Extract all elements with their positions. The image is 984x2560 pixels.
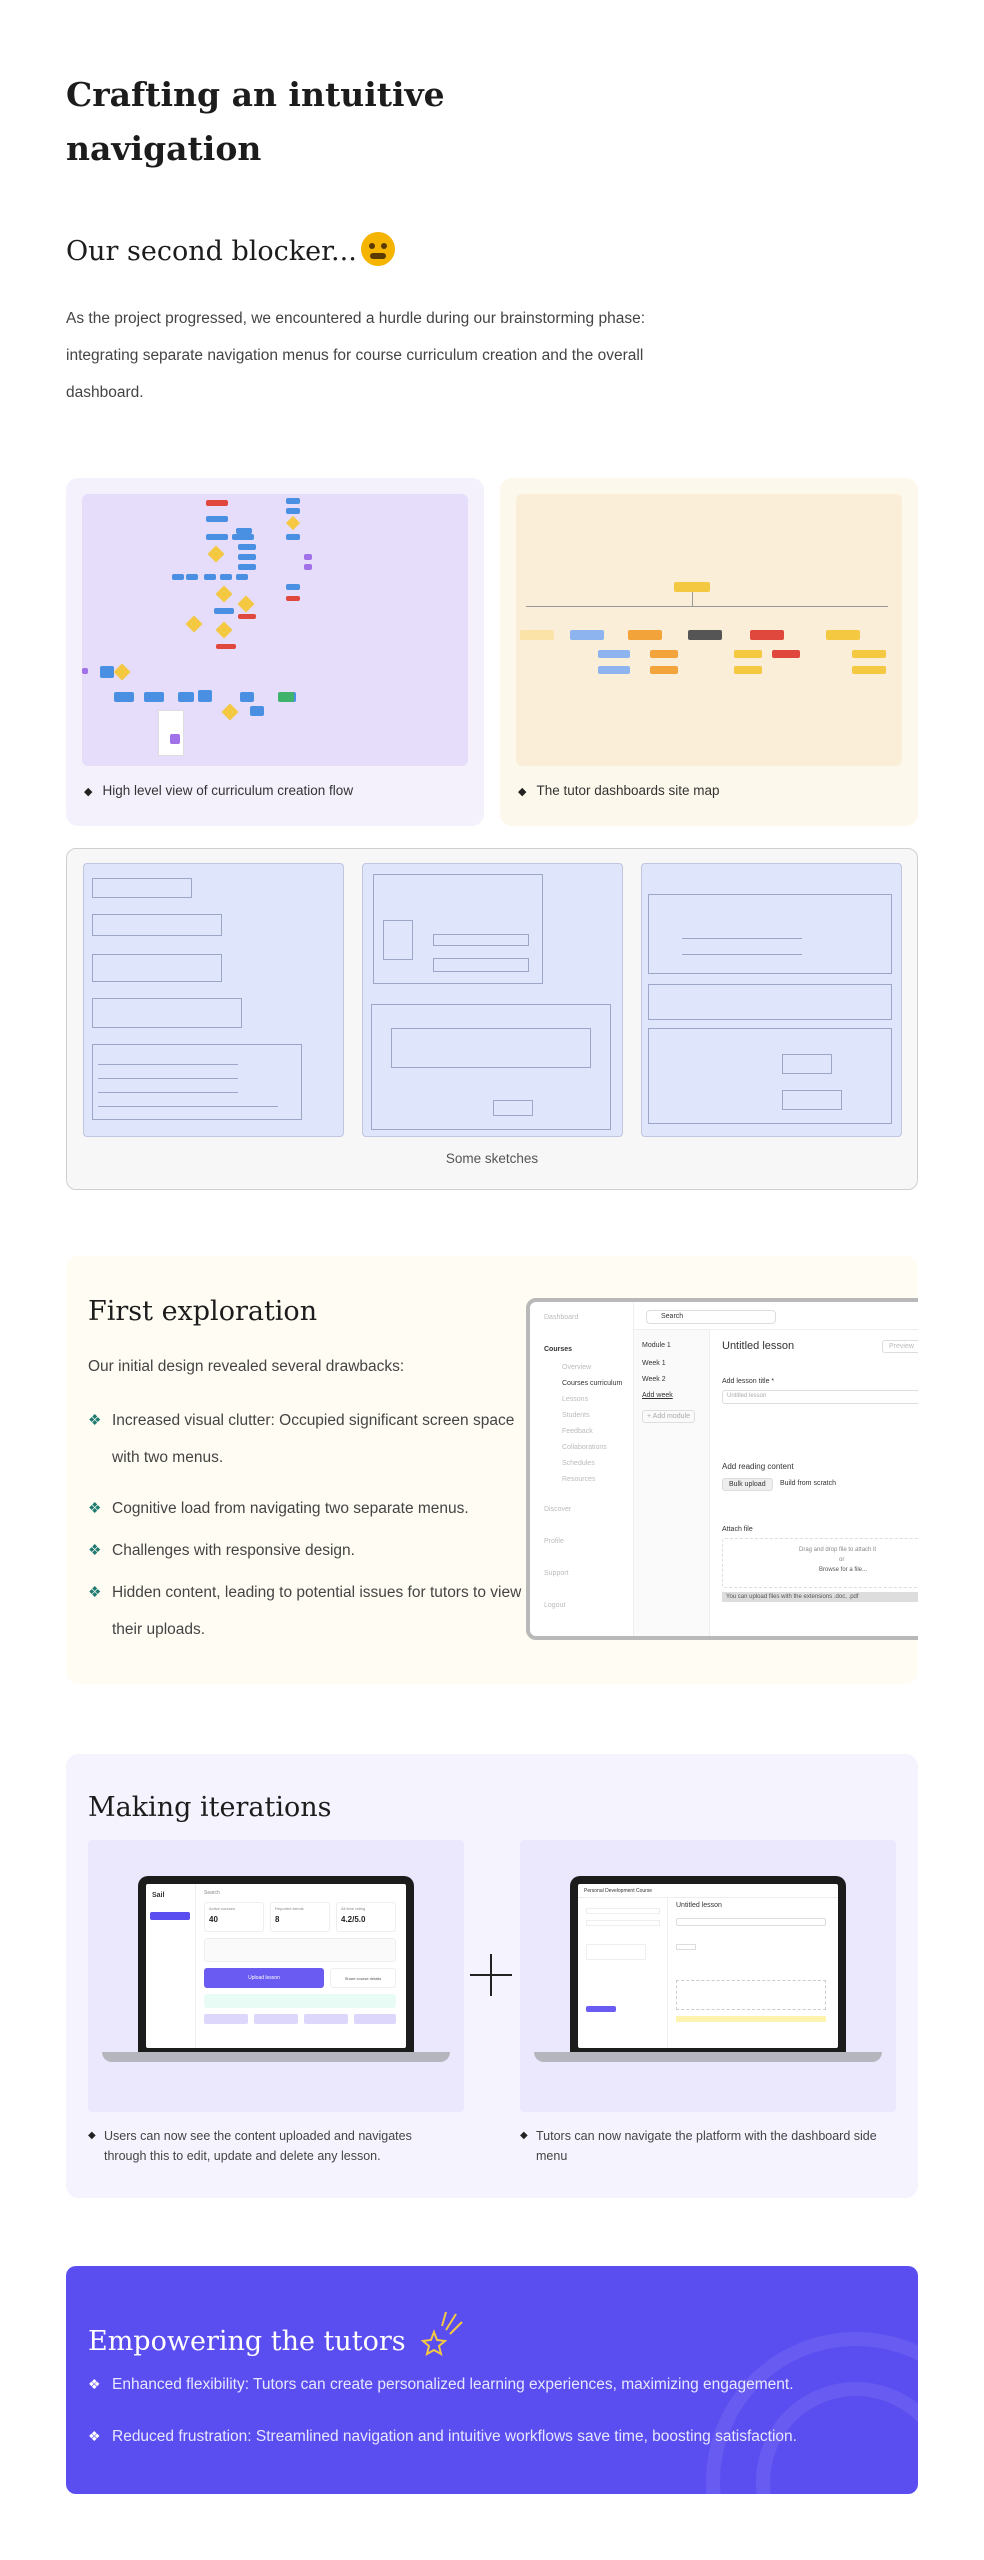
flow-node [240,692,254,702]
mockup-week-item[interactable]: Week 2 [642,1376,666,1383]
mockup-sidebar-item[interactable]: Students [562,1412,590,1419]
laptop-base [534,2052,882,2062]
sitemap-node [650,666,678,674]
mockup-module-title[interactable]: Module 1 [642,1342,671,1349]
diamond-bullet-icon: ❖ [88,1500,102,1517]
lesson-title: Untitled lesson [676,1902,722,1909]
mockup-build-scratch-tab[interactable]: Build from scratch [780,1480,837,1487]
sitemap-root-node [674,582,710,592]
flow-node [82,668,88,674]
empower-benefit-item: ❖ Reduced frustration: Streamlined navigation and intuitive workflows save time, boosting satisfaction. [88,2428,797,2445]
flow-node [236,574,248,580]
flow-node [232,534,254,540]
mockup-preview-button[interactable]: Preview [882,1340,918,1353]
page-title: Crafting an intuitive navigation [66,75,445,168]
blocker-title [66,232,395,267]
mockup-lesson-title: Untitled lesson [722,1340,795,1352]
mockup-sidebar-item[interactable]: Feedback [562,1428,593,1435]
mockup-attach-label: Attach file [722,1526,753,1533]
sitemap-caption: ◆ The tutor dashboards site map [518,783,720,798]
flow-node [304,564,312,570]
mockup-bulk-upload-tab[interactable]: Bulk upload [722,1478,773,1491]
first-exploration-mockup [526,1298,918,1640]
empowering-title: Empowering the tutors [88,2310,464,2357]
flow-node [178,692,194,702]
mockup-add-module-button[interactable]: + Add module [642,1410,695,1423]
upload-lesson-button[interactable]: Upload lesson [204,1968,324,1988]
flow-node [100,666,114,678]
iteration-right-panel [520,1840,896,2112]
drawback-item: ❖ Increased visual clutter: Occupied significant screen space with two menus. [88,1402,528,1476]
curriculum-flow-caption: ◆ High level view of curriculum creation flow [84,783,353,798]
curriculum-flow-card [66,478,484,826]
flow-node [170,734,180,744]
mockup-module-panel [634,1330,710,1636]
sitemap-node [598,666,630,674]
diamond-bullet-icon: ❖ [88,1542,102,1559]
flow-node [238,564,256,570]
mockup-sidebar-item[interactable]: Overview [562,1364,592,1371]
share-course-button[interactable]: Share course details [330,1968,396,1988]
iteration-right-caption: ◆ Tutors can now navigate the platform with the dashboard side menu [520,2126,880,2166]
dashboard-search[interactable]: Search [204,1890,220,1896]
curriculum-flow-diagram [82,494,468,766]
flow-decision [208,546,225,563]
laptop-mockup [138,1876,414,2052]
flow-node [144,692,164,702]
iteration-left-caption: ◆ Users can now see the content uploaded and navigates through this to edit, update and delete any lesson. [88,2126,448,2166]
flow-node [286,534,300,540]
drawback-item: ❖ Challenges with responsive design. [88,1532,528,1569]
sketch-image-3 [641,863,902,1137]
flow-decision [222,704,239,721]
mockup-upload-note: You can upload files with the extensions .doc, .pdf [722,1592,918,1602]
mockup-sidebar-item[interactable]: Resources [562,1476,596,1483]
mockup-week-item[interactable]: Week 1 [642,1360,666,1367]
flow-node [206,516,228,522]
sitemap-node [826,630,860,640]
flow-node [206,534,228,540]
sitemap-card [500,478,918,826]
flow-node [238,544,256,550]
mockup-reading-title: Add reading content [722,1462,794,1471]
mockup-sidebar-item[interactable]: Schedules [562,1460,595,1467]
mockup-lesson-input[interactable]: Untitled lesson [722,1390,918,1404]
sketch-image-1 [83,863,344,1137]
sketches-caption: Some sketches [445,1151,539,1166]
course-name: Personal Development Course [584,1888,653,1894]
flow-node [198,690,212,702]
sitemap-node [688,630,722,640]
mockup-sidebar-item[interactable]: Dashboard [544,1314,579,1321]
sitemap-node [650,650,678,658]
mockup-sidebar [530,1302,634,1636]
blocker-title-text: Our second blocker... [66,236,357,267]
sparkle-star-icon [418,2310,464,2356]
mockup-search-input[interactable]: Search [646,1310,776,1324]
flow-decision [286,516,300,530]
flow-decision [114,664,131,681]
flow-node [214,608,234,614]
mockup-lesson-label: Add lesson title * [722,1378,775,1385]
mockup-lesson-editor [710,1330,918,1636]
diamond-bullet-icon: ❖ [88,2376,101,2392]
mockup-sidebar-item[interactable]: Courses curriculum [562,1380,623,1387]
flow-node [216,644,236,649]
flow-node [238,614,256,619]
sitemap-node [772,650,800,658]
sitemap-node [734,666,762,674]
first-exploration-intro: Our initial design revealed several drawbacks: [88,1358,405,1375]
mockup-sidebar-item[interactable]: Lessons [562,1396,589,1403]
empowering-section [66,2266,918,2494]
sitemap-connector [692,592,693,606]
diamond-bullet-icon: ❖ [88,2428,101,2444]
mockup-add-week-link[interactable]: Add week [642,1392,673,1399]
mockup-sidebar-item[interactable]: Logout [544,1602,566,1609]
lesson-editor-screen [578,1884,838,2048]
flow-node [250,706,264,716]
dashboard-brand: Sail [152,1892,165,1899]
first-exploration-title: First exploration [88,1296,318,1327]
mockup-sidebar-item[interactable]: Support [544,1570,569,1577]
drawback-item: ❖ Hidden content, leading to potential issues for tutors to view their uploads. [88,1574,528,1648]
flow-decision [238,596,255,613]
diamond-bullet-icon: ❖ [88,1584,102,1601]
flow-decision [186,616,203,633]
sitemap-node [852,666,886,674]
sitemap-connector [526,606,888,607]
diamond-bullet-icon: ❖ [88,1412,102,1429]
sitemap-node [628,630,662,640]
mockup-sidebar-item[interactable]: Profile [544,1538,564,1545]
flow-node [172,574,184,580]
flow-node [286,596,300,601]
flow-node [204,574,216,580]
flow-node [304,554,312,560]
blocker-body: As the project progressed, we encountered a hurdle during our brainstorming phase: integrating separate navigation menus for course curriculum creation and the overall dashboard. [66,310,646,401]
sitemap-node [570,630,604,640]
flow-node [186,574,198,580]
sitemap-node [598,650,630,658]
flow-node [286,508,300,514]
face-with-hand-over-mouth-emoji-icon [361,232,395,266]
mockup-topbar [634,1302,918,1330]
sitemap-node [852,650,886,658]
flow-node [114,692,134,702]
dashboard-screen: Sail Search Active courses 40 Reported trends 8 All time rating 4.2/5.0 Upload lesson Share course details [146,1884,406,2048]
flow-note [158,710,184,756]
sitemap-node [750,630,784,640]
sitemap-node [734,650,762,658]
iteration-left-panel [88,1840,464,2112]
flow-node [238,554,256,560]
flow-node [206,500,228,506]
mockup-sidebar-item[interactable]: Courses [544,1346,573,1353]
flow-node [286,584,300,590]
sketches-panel [66,848,918,1190]
iterations-section [66,1754,918,2198]
flow-node [278,692,294,702]
mockup-sidebar-item[interactable]: Discover [544,1506,572,1513]
iterations-title: Making iterations [88,1792,332,1823]
laptop-base [102,2052,450,2062]
sketch-image-2 [362,863,623,1137]
drawback-item: ❖ Cognitive load from navigating two separate menus. [88,1490,528,1527]
plus-icon [470,1954,512,1996]
flow-node [236,528,252,534]
laptop-mockup [570,1876,846,2052]
sitemap-diagram [516,494,902,766]
mockup-dropzone[interactable]: Drag and drop file to attach it or Browse for a file... [722,1538,918,1588]
flow-decision [216,622,233,639]
flow-node [286,498,300,504]
first-exploration-section [66,1256,918,1684]
sitemap-node [520,630,554,640]
flow-node [220,574,232,580]
mockup-sidebar-item[interactable]: Collaborations [562,1444,607,1451]
empower-benefit-item: ❖ Enhanced flexibility: Tutors can create personalized learning experiences, maximizing engagement. [88,2376,794,2393]
flow-decision [216,586,233,603]
